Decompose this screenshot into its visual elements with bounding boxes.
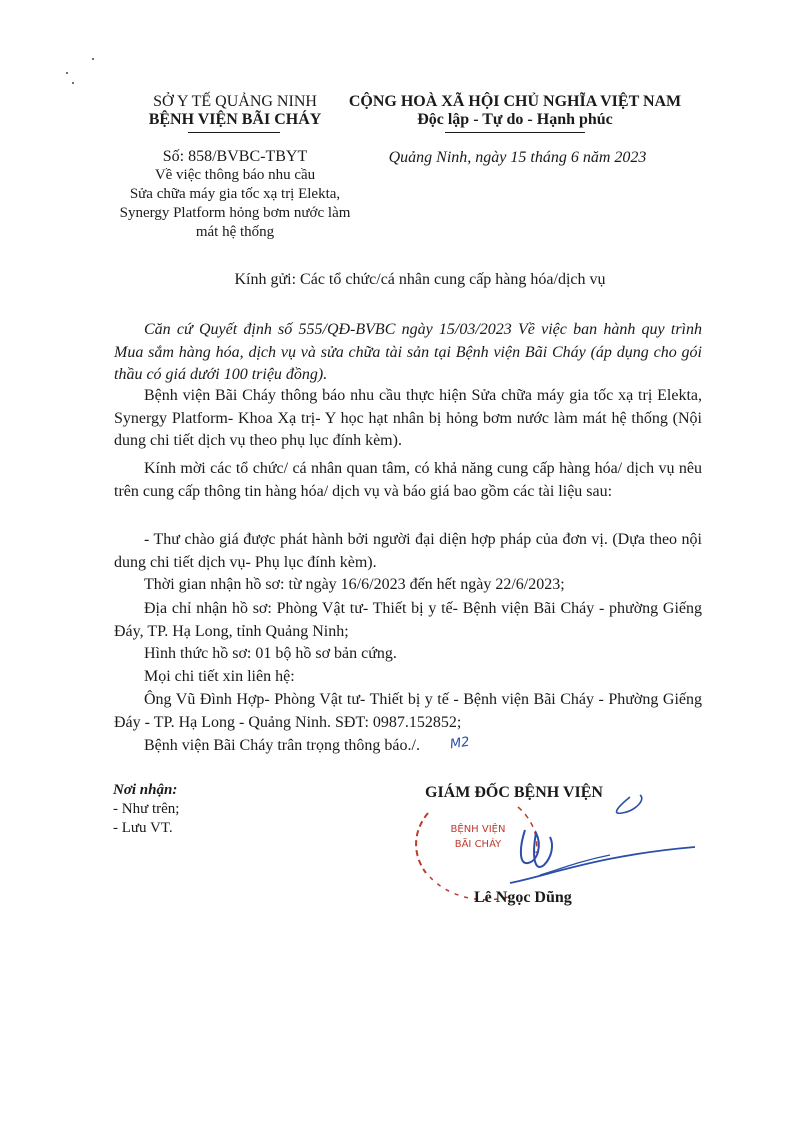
submission-form: Hình thức hồ sơ: 01 bộ hồ sơ bản cứng.: [144, 645, 397, 662]
place-date: Quảng Ninh, ngày 15 tháng 6 năm 2023: [388, 149, 647, 166]
recipients-title: Nơi nhận:: [113, 782, 178, 798]
national-title: CỘNG HOÀ XÃ HỘI CHỦ NGHĨA VIỆT NAM: [348, 93, 682, 110]
document-number: Số: 858/BVBC-TBYT: [162, 148, 308, 165]
document-subject: [95, 166, 375, 242]
legal-basis: Căn cứ Quyết định số 555/QĐ-BVBC ngày 15/03/2023 Về việc ban hành quy trình Mua sắm hàng hóa, dịch vụ và sửa chữa tài sản tại Bệnh viện Bãi Cháy (áp dụng cho gói thầu có giá dưới 100 triệu đồng).: [114, 321, 702, 383]
contact-person: Ông Vũ Đình Hợp- Phòng Vật tư- Thiết bị y tế - Bệnh viện Bãi Cháy - Phường Giếng Đáy - TP. Hạ Long - Quảng Ninh. SĐT: 0987.152852;: [114, 691, 702, 731]
scan-speck: [66, 72, 68, 74]
notice-paragraph: Bệnh viện Bãi Cháy thông báo nhu cầu thực hiện Sửa chữa máy gia tốc xạ trị Elekta, Synergy Platform- Khoa Xạ trị- Y học hạt nhân bị hỏng bơm nước làm mát hệ thống (Nội dung chi tiết dịch vụ theo phụ lục đính kèm).: [114, 387, 702, 449]
recipient-line: Kính gửi: Các tổ chức/cá nhân cung cấp hàng hóa/dịch vụ: [234, 271, 606, 288]
signatory-name: Lê Ngọc Dũng: [474, 889, 572, 906]
stamp-line: BỆNH VIỆN: [450, 824, 506, 835]
signatory-title: GIÁM ĐỐC BỆNH VIỆN: [425, 784, 603, 801]
invitation-paragraph: Kính mời các tổ chức/ cá nhân quan tâm, có khả năng cung cấp hàng hóa/ dịch vụ nêu trên cung cấp thông tin hàng hóa/ dịch vụ và báo giá bao gồm các tài liệu sau:: [114, 460, 702, 500]
closing-line: Bệnh viện Bãi Cháy trân trọng thông báo./.: [144, 737, 420, 754]
required-document-item: - Thư chào giá được phát hành bởi người đại diện hợp pháp của đơn vị. (Dựa theo nội dung chi tiết dịch vụ- Phụ lục đính kèm).: [114, 531, 702, 571]
recipient-item: - Lưu VT.: [113, 820, 173, 836]
hospital-name: BỆNH VIỆN BÃI CHÁY: [148, 111, 322, 128]
contact-intro: Mọi chi tiết xin liên hệ:: [144, 668, 295, 685]
subject-line: Về việc thông báo nhu cầu: [154, 167, 316, 183]
handwritten-initials: M2: [449, 734, 471, 753]
header-left-divider: [188, 132, 280, 133]
issuing-authority: SỞ Y TẾ QUẢNG NINH: [153, 93, 317, 110]
stamp-line: BÃI CHÁY: [454, 839, 502, 850]
recipients-block: [113, 781, 313, 838]
submission-time: Thời gian nhận hồ sơ: từ ngày 16/6/2023 đến hết ngày 22/6/2023;: [144, 576, 565, 593]
scan-speck: [72, 82, 74, 84]
recipient-item: - Như trên;: [113, 801, 180, 817]
scan-speck: [92, 58, 94, 60]
subject-line: mát hệ thống: [195, 224, 275, 240]
header-right-divider: [445, 132, 585, 133]
submission-address: Địa chỉ nhận hồ sơ: Phòng Vật tư- Thiết bị y tế- Bệnh viện Bãi Cháy - phường Giếng Đáy, TP. Hạ Long, tỉnh Quảng Ninh;: [114, 600, 702, 640]
subject-line: Sửa chữa máy gia tốc xạ trị Elekta,: [129, 186, 341, 202]
national-motto: Độc lập - Tự do - Hạnh phúc: [417, 111, 613, 128]
subject-line: Synergy Platform hỏng bơm nước làm: [119, 205, 351, 221]
